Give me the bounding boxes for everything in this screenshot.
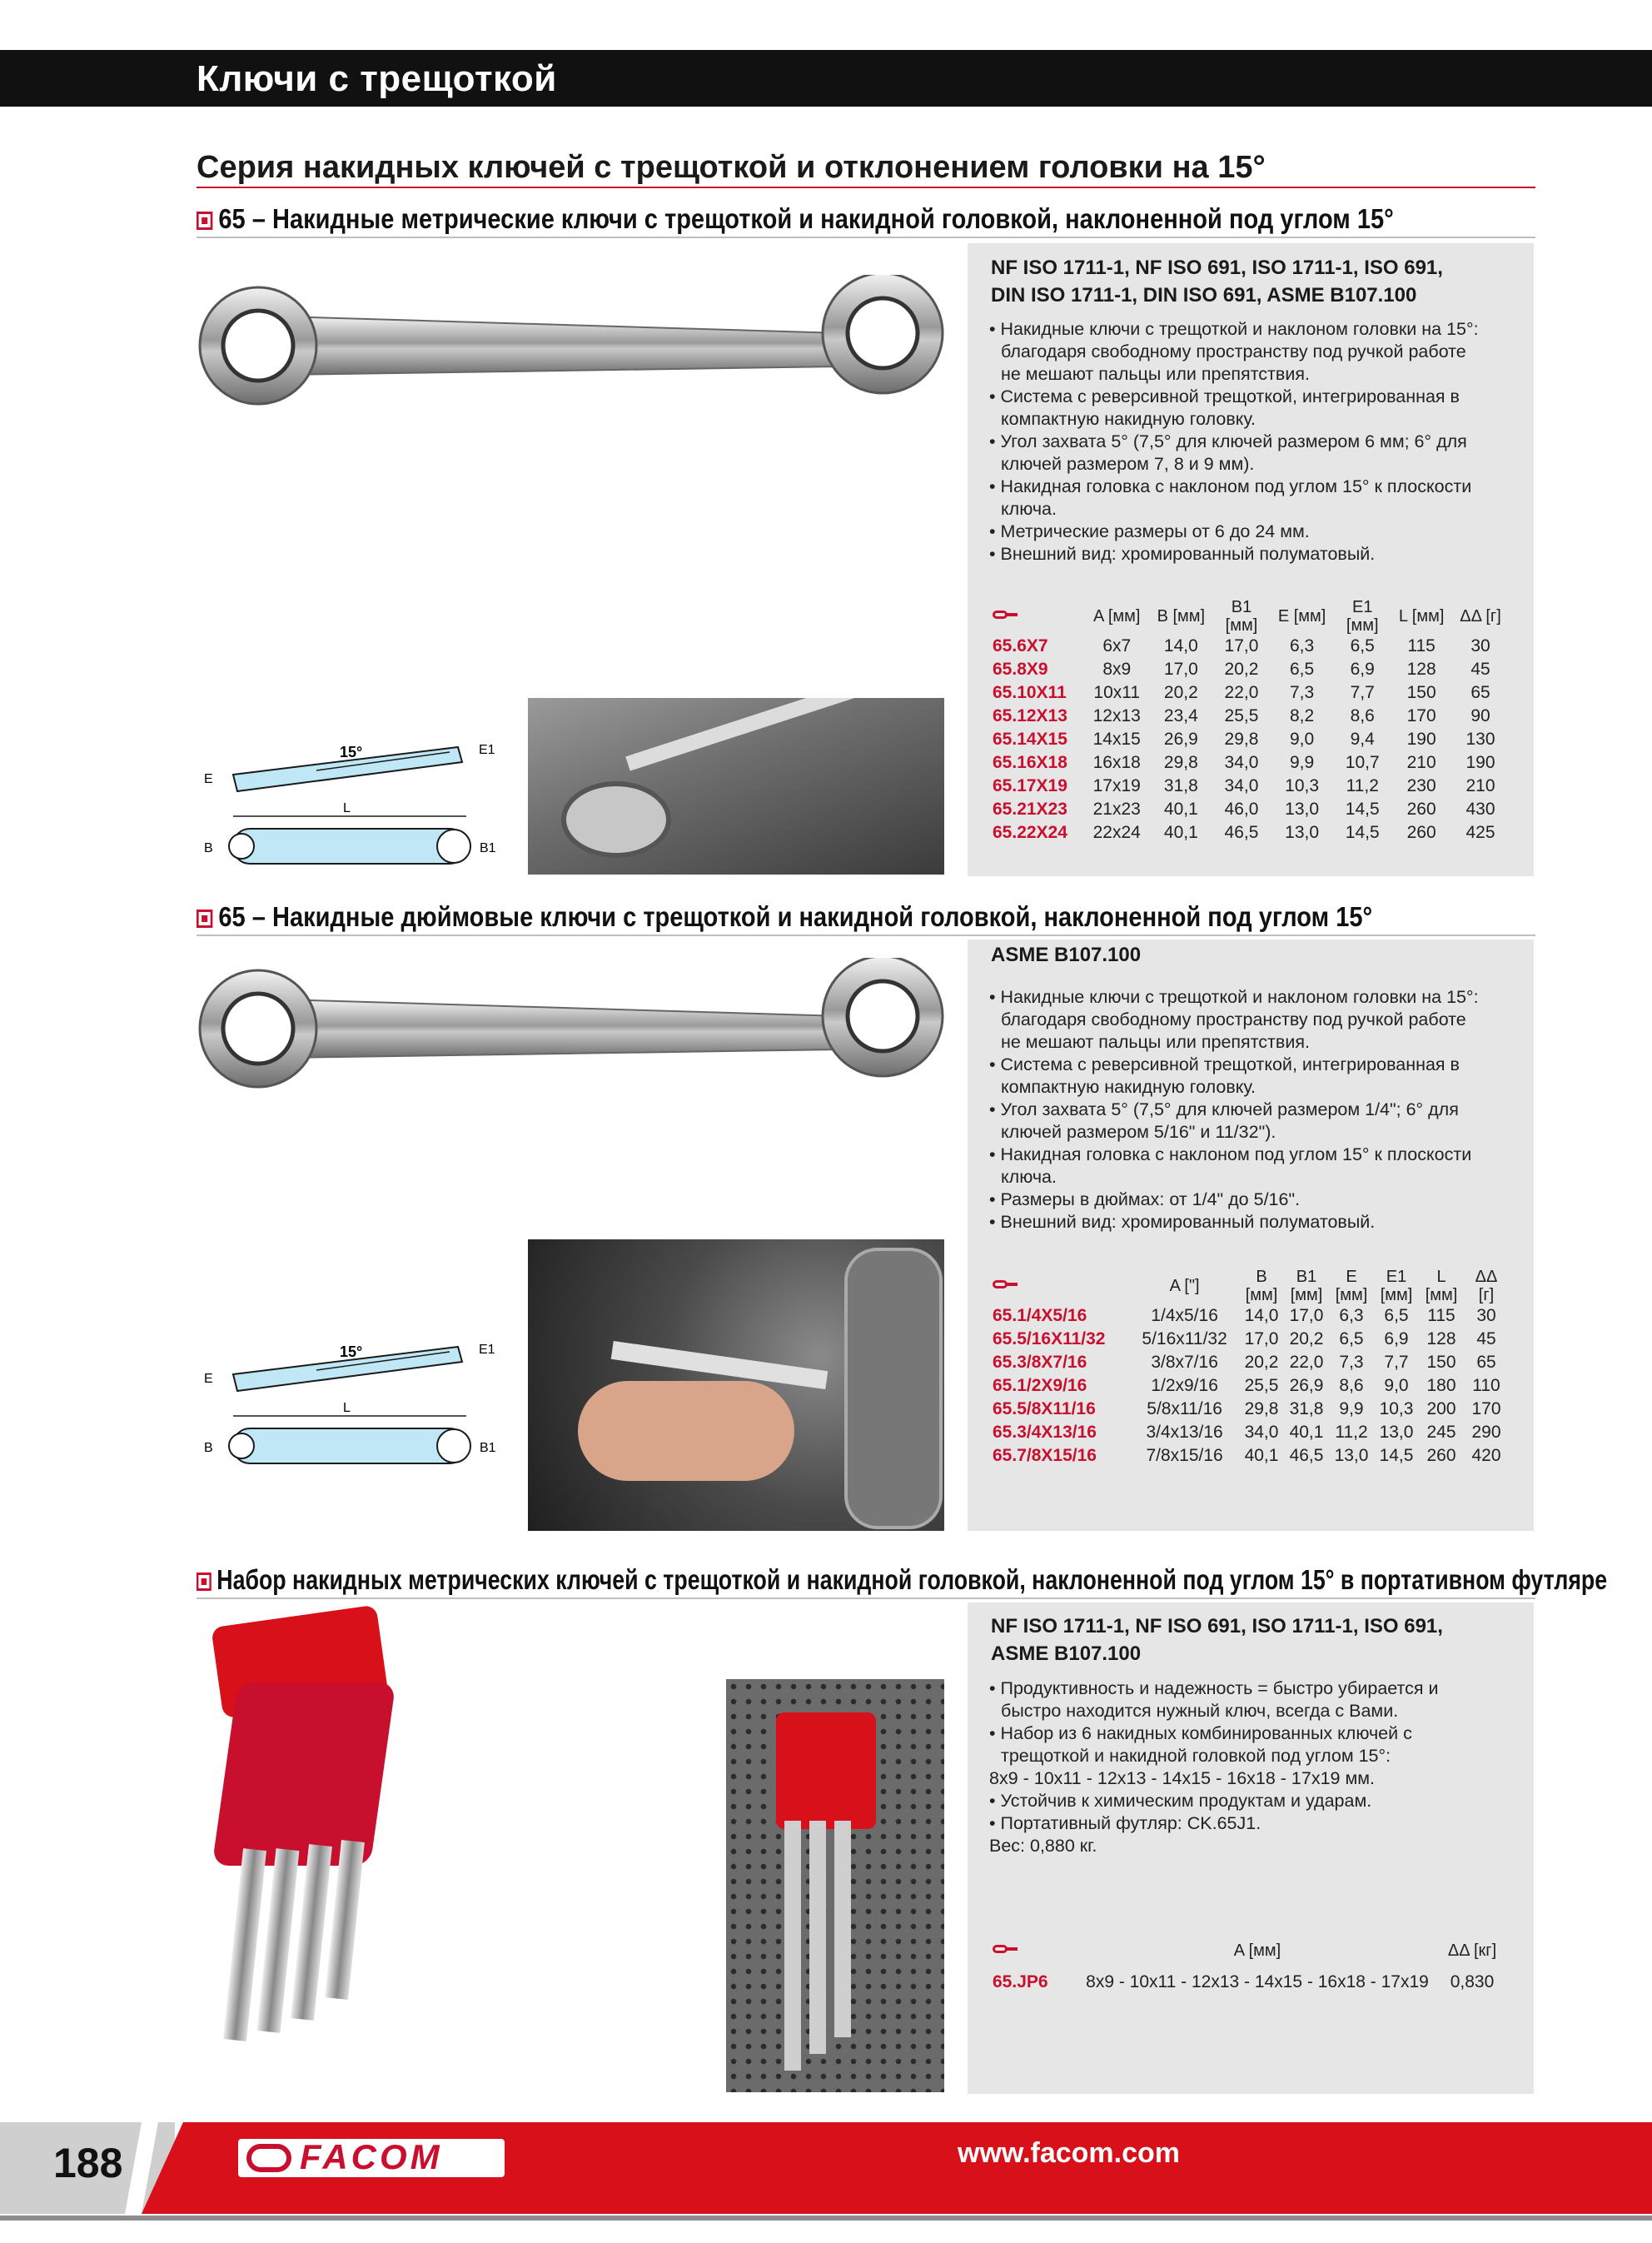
table-row: 65.1/2X9/16 1/2x9/16 25,5 26,9 8,6 9,0 180 110 bbox=[993, 1376, 1500, 1395]
b1-label: B1 bbox=[480, 1441, 496, 1455]
angle-label: 15° bbox=[340, 744, 363, 760]
l-label: L bbox=[343, 1401, 351, 1415]
table-row: 65.8X9 8x9 17,0 20,2 6,5 6,9 128 45 bbox=[993, 660, 1490, 679]
b-label: B bbox=[204, 841, 213, 855]
table-row: 65.5/8X11/16 5/8x11/16 29,8 31,8 9,9 10,3 200 170 bbox=[993, 1399, 1501, 1418]
section-rule bbox=[197, 1598, 1535, 1599]
table-row: 65.12X13 12x13 23,4 25,5 8,2 8,6 170 90 bbox=[993, 706, 1490, 725]
ratchet-wrench-image bbox=[192, 275, 958, 416]
feature-list-inch: • Накидные ключи с трещоткой и наклоном головки на 15°: благодаря свободному пространству под ручкой работе не мешают пальцы или препятствия. • Система с реверсивной трещоткой, интегрированная в компактную накидную головку. • Угол захвата 5° (7,5° для ключей размером 1/4"; 6° для ключей размером 5/16" и 11/32"). • Накидная головка с наклоном под углом 15° к плоскости ключа. • Размеры в дюймах: от 1/4" до 5/16". • Внешний вид: хромированный полуматовый. bbox=[989, 987, 1479, 1232]
red-square-icon bbox=[197, 910, 212, 928]
wrench-set-image bbox=[200, 1616, 391, 2057]
spec-table-inch: A ["] B [мм] B1 [мм] E [мм] E1 [мм] L [мм] ΔΔ [г] 65.1/4X5/16 1/4x5/16 14,0 17,0 6,3 6,5 115 30 65.5/16X11/32 5/16x11/32 17,0 20,2 6,5 6,9 128 45 65.3/8X7/16 3/8x7/16 20,2 22,0 7,3 7,7 150 65 65.1/2X9/16 1/2x9/16 25,5 26,9 8,6 9,0 180 110 65.5/8X11/16 5/8x11/16 29,8 31,8 9,9 10,3 200 170 65.3/4X13/16 3/4x13/16 34,0 40,1 11,2 13,0 245 290 65.7/8X15/16 7/8x15/16 40,1 46,5 13,0 14,5 260 420 bbox=[993, 1268, 1509, 1468]
feature-list-metric: • Накидные ключи с трещоткой и наклоном головки на 15°: благодаря свободному пространству под ручкой работе не мешают пальцы или препятствия. • Система с реверсивной трещоткой, интегрированная в компактную накидную головку. • Угол захвата 5° (7,5° для ключей размером 6 мм; 6° для ключей размером 7, 8 и 9 мм). • Накидная головка с наклоном под углом 15° к плоскости ключа. • Метрические размеры от 6 до 24 мм. • Внешний вид: хромированный полуматовый. bbox=[989, 319, 1479, 564]
reference-icon bbox=[993, 1278, 1018, 1291]
application-photo-hand bbox=[528, 1239, 944, 1531]
ratchet-wrench-image bbox=[192, 958, 958, 1099]
section-heading-metric: 65 – Накидные метрические ключи с трещоткой и накидной головкой, наклоненной под углом 15° bbox=[197, 203, 1394, 235]
series-title-rule bbox=[197, 187, 1535, 188]
table-row: 65.3/8X7/16 3/8x7/16 20,2 22,0 7,3 7,7 150 65 bbox=[993, 1353, 1496, 1372]
table-row: 65.14X15 14x15 26,9 29,8 9,0 9,4 190 130 bbox=[993, 730, 1495, 749]
e-label: E bbox=[204, 1372, 213, 1386]
standards-set: NF ISO 1711-1, NF ISO 691, ISO 1711-1, ISO 691, ASME B107.100 bbox=[991, 1615, 1443, 1665]
table-row: 65.5/16X11/32 5/16x11/32 17,0 20,2 6,5 6,9 128 45 bbox=[993, 1329, 1496, 1348]
application-photo bbox=[528, 698, 944, 875]
e-label: E bbox=[204, 772, 213, 786]
standards-metric: NF ISO 1711-1, NF ISO 691, ISO 1711-1, ISO 691, DIN ISO 1711-1, DIN ISO 691, ASME B107.100 bbox=[991, 257, 1443, 307]
series-title: Серия накидных ключей с трещоткой и отклонением головки на 15° bbox=[197, 150, 1266, 185]
reference-icon bbox=[993, 1942, 1018, 1956]
section-rule bbox=[197, 237, 1535, 238]
facom-logo-icon bbox=[246, 2144, 291, 2172]
b-label: B bbox=[204, 1441, 213, 1455]
table-row: 65.22X24 22x24 40,1 46,5 13,0 14,5 260 425 bbox=[993, 823, 1495, 842]
e1-label: E1 bbox=[479, 1343, 495, 1357]
table-row: 65.1/4X5/16 1/4x5/16 14,0 17,0 6,3 6,5 115 30 bbox=[993, 1306, 1496, 1325]
e1-label: E1 bbox=[479, 743, 495, 757]
b1-label: B1 bbox=[480, 841, 496, 855]
spec-table-set: A [мм] ΔΔ [кг] 65.JP6 8x9 - 10x11 - 12x13 - 14x15 - 16x18 - 17x19 0,830 bbox=[993, 1939, 1509, 1994]
page-number: 188 bbox=[53, 2140, 123, 2186]
page-title: Ключи с трещоткой bbox=[197, 58, 557, 99]
l-label: L bbox=[343, 801, 351, 815]
spec-table-metric: A [мм] B [мм] B1 [мм] E [мм] E1 [мм] L [мм] ΔΔ [г] 65.6X7 6x7 14,0 17,0 6,3 6,5 115 30 65.8X9 8x9 17,0 20,2 6,5 6,9 128 45 65.10X11 10x11 20,2 22,0 7,3 7,7 150 65 65.12X13 12x13 23,4 25,5 8,2 8,6 170 90 65.14X15 14x15 26,9 29,8 9,0 9,4 190 130 65.16X18 16x18 29,8 34,0 9,9 10,7 210 190 65.17X19 17x19 31,8 34,0 10,3 11,2 230 210 65.21X23 21x23 40,1 46,0 13,0 14,5 260 430 65.22X24 22x24 40,1 46,5 13,0 14,5 260 425 bbox=[993, 598, 1509, 845]
pegboard-photo bbox=[726, 1679, 944, 2092]
bottom-rule bbox=[0, 2216, 1652, 2221]
section-heading-inch: 65 – Накидные дюймовые ключи с трещоткой и накидной головкой, наклоненной под углом 15° bbox=[197, 901, 1372, 933]
table-row: 65.7/8X15/16 7/8x15/16 40,1 46,5 13,0 14,5 260 420 bbox=[993, 1446, 1501, 1465]
dimension-diagram bbox=[200, 1328, 508, 1478]
red-square-icon bbox=[197, 212, 212, 230]
table-row: 65.JP6 8x9 - 10x11 - 12x13 - 14x15 - 16x18 - 17x19 0,830 bbox=[993, 1972, 1495, 1991]
standards-inch: ASME B107.100 bbox=[991, 944, 1142, 966]
table-row: 65.16X18 16x18 29,8 34,0 9,9 10,7 210 190 bbox=[993, 753, 1495, 772]
angle-label: 15° bbox=[340, 1343, 363, 1360]
dimension-diagram bbox=[200, 729, 508, 879]
section-rule bbox=[197, 935, 1535, 936]
reference-icon bbox=[993, 608, 1018, 621]
table-row: 65.3/4X13/16 3/4x13/16 34,0 40,1 11,2 13,0 245 290 bbox=[993, 1423, 1501, 1442]
feature-list-set: • Продуктивность и надежность = быстро убирается и быстро находится нужный ключ, всегда с Вами. • Набор из 6 накидных комбинированных ключей с трещоткой и накидной головкой под углом 15°: 8x9 - 10x11 - 12x13 - 14x15 - 16x18 - 17x19 мм. • Устойчив к химическим продуктам и ударам. • Портативный футляр: CK.65J1. Вес: 0,880 кг. bbox=[989, 1678, 1439, 1856]
footer-url[interactable]: www.facom.com bbox=[958, 2137, 1181, 2169]
table-row: 65.17X19 17x19 31,8 34,0 10,3 11,2 230 210 bbox=[993, 776, 1495, 795]
table-row: 65.10X11 10x11 20,2 22,0 7,3 7,7 150 65 bbox=[993, 683, 1490, 702]
brand-name: FACOM bbox=[300, 2137, 443, 2176]
section-heading-set: Набор накидных метрических ключей с трещоткой и накидной головкой, наклоненной под углом 15° в портативном футляре bbox=[197, 1564, 1607, 1596]
red-square-icon bbox=[197, 1573, 211, 1591]
table-row: 65.21X23 21x23 40,1 46,0 13,0 14,5 260 430 bbox=[993, 800, 1495, 819]
table-row: 65.6X7 6x7 14,0 17,0 6,3 6,5 115 30 bbox=[993, 636, 1490, 655]
